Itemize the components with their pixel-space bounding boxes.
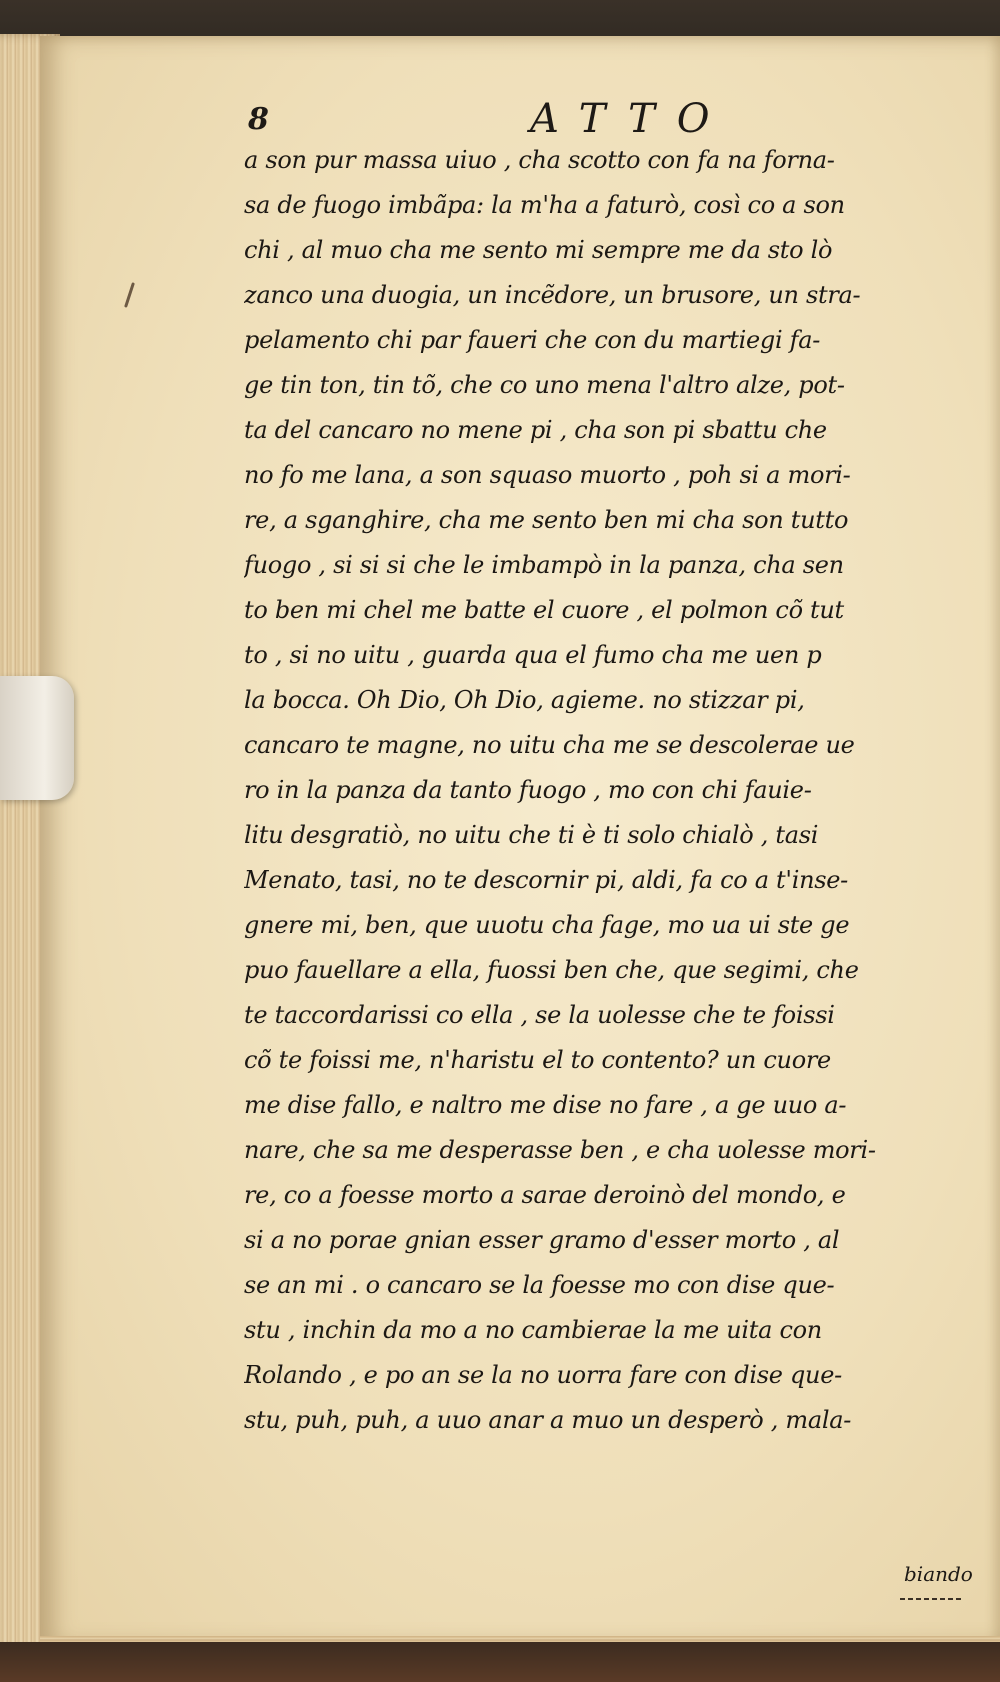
- text-line: gnere mi, ben, que uuotu cha fage, mo ua ui ste ge: [244, 911, 850, 939]
- text-line: re, co a foesse morto a sarae deroinò del mondo, e: [244, 1181, 846, 1209]
- catchword: biando: [904, 1562, 973, 1586]
- background-bottom: [0, 1642, 1000, 1682]
- text-line: sa de fuogo imbãpa: la m'ha a faturò, così co a son: [244, 191, 845, 219]
- text-line: a son pur massa uiuo , cha scotto con fa na forna-: [244, 146, 835, 174]
- text-line: cancaro te magne, no uitu cha me se descolerae ue: [244, 731, 855, 759]
- body-text: [244, 146, 966, 1451]
- text-line: se an mi . o cancaro se la foesse mo con dise que-: [244, 1271, 835, 1299]
- text-line: ro in la panza da tanto fuogo , mo con chi fauie-: [244, 776, 812, 804]
- text-line: cõ te foissi me, n'haristu el to contento? un cuore: [244, 1046, 831, 1074]
- text-line: no fo me lana, a son squaso muorto , poh si a mori-: [244, 461, 851, 489]
- text-line: stu, puh, puh, a uuo anar a muo un desperò , mala-: [244, 1406, 852, 1434]
- text-line: Rolando , e po an se la no uorra fare con dise que-: [244, 1361, 842, 1389]
- page-number: 8: [248, 102, 269, 137]
- text-line: re, a sganghire, cha me sento ben mi cha son tutto: [244, 506, 849, 534]
- text-line: si a no porae gnian esser gramo d'esser morto , al: [244, 1226, 840, 1254]
- running-title: ATTO: [530, 96, 732, 142]
- text-line: la bocca. Oh Dio, Oh Dio, agieme. no stizzar pi,: [244, 686, 805, 714]
- text-line: me dise fallo, e naltro me dise no fare , a ge uuo a-: [244, 1091, 847, 1119]
- text-line: pelamento chi par faueri che con du martiegi fa-: [244, 326, 821, 354]
- text-line: zanco una duogia, un incẽdore, un brusore, un stra-: [244, 281, 861, 309]
- text-line: litu desgratiò, no uitu che ti è ti solo chialò , tasi: [244, 821, 819, 849]
- page-header: [240, 96, 760, 146]
- text-line: Menato, tasi, no te descornir pi, aldi, fa co a t'inse-: [244, 866, 848, 894]
- bookmark-tab: [0, 676, 74, 800]
- text-line: ge tin ton, tin tõ, che co uno mena l'altro alze, pot-: [244, 371, 845, 399]
- text-line: to ben mi chel me batte el cuore , el polmon cõ tut: [244, 596, 844, 624]
- text-line: te taccordarissi co ella , se la uolesse che te foissi: [244, 1001, 835, 1029]
- text-line: stu , inchin da mo a no cambierae la me uita con: [244, 1316, 822, 1344]
- text-line: fuogo , si si si che le imbampò in la panza, cha sen: [244, 551, 844, 579]
- catchword-rule: [900, 1598, 964, 1600]
- text-line: nare, che sa me desperasse ben , e cha uolesse mori-: [244, 1136, 876, 1164]
- text-line: ta del cancaro no mene pi , cha son pi sbattu che: [244, 416, 827, 444]
- text-line: puo fauellare a ella, fuossi ben che, que segimi, che: [244, 956, 859, 984]
- text-line: chi , al muo cha me sento mi sempre me da sto lò: [244, 236, 833, 264]
- text-line: to , si no uitu , guarda qua el fumo cha me uen p: [244, 641, 822, 669]
